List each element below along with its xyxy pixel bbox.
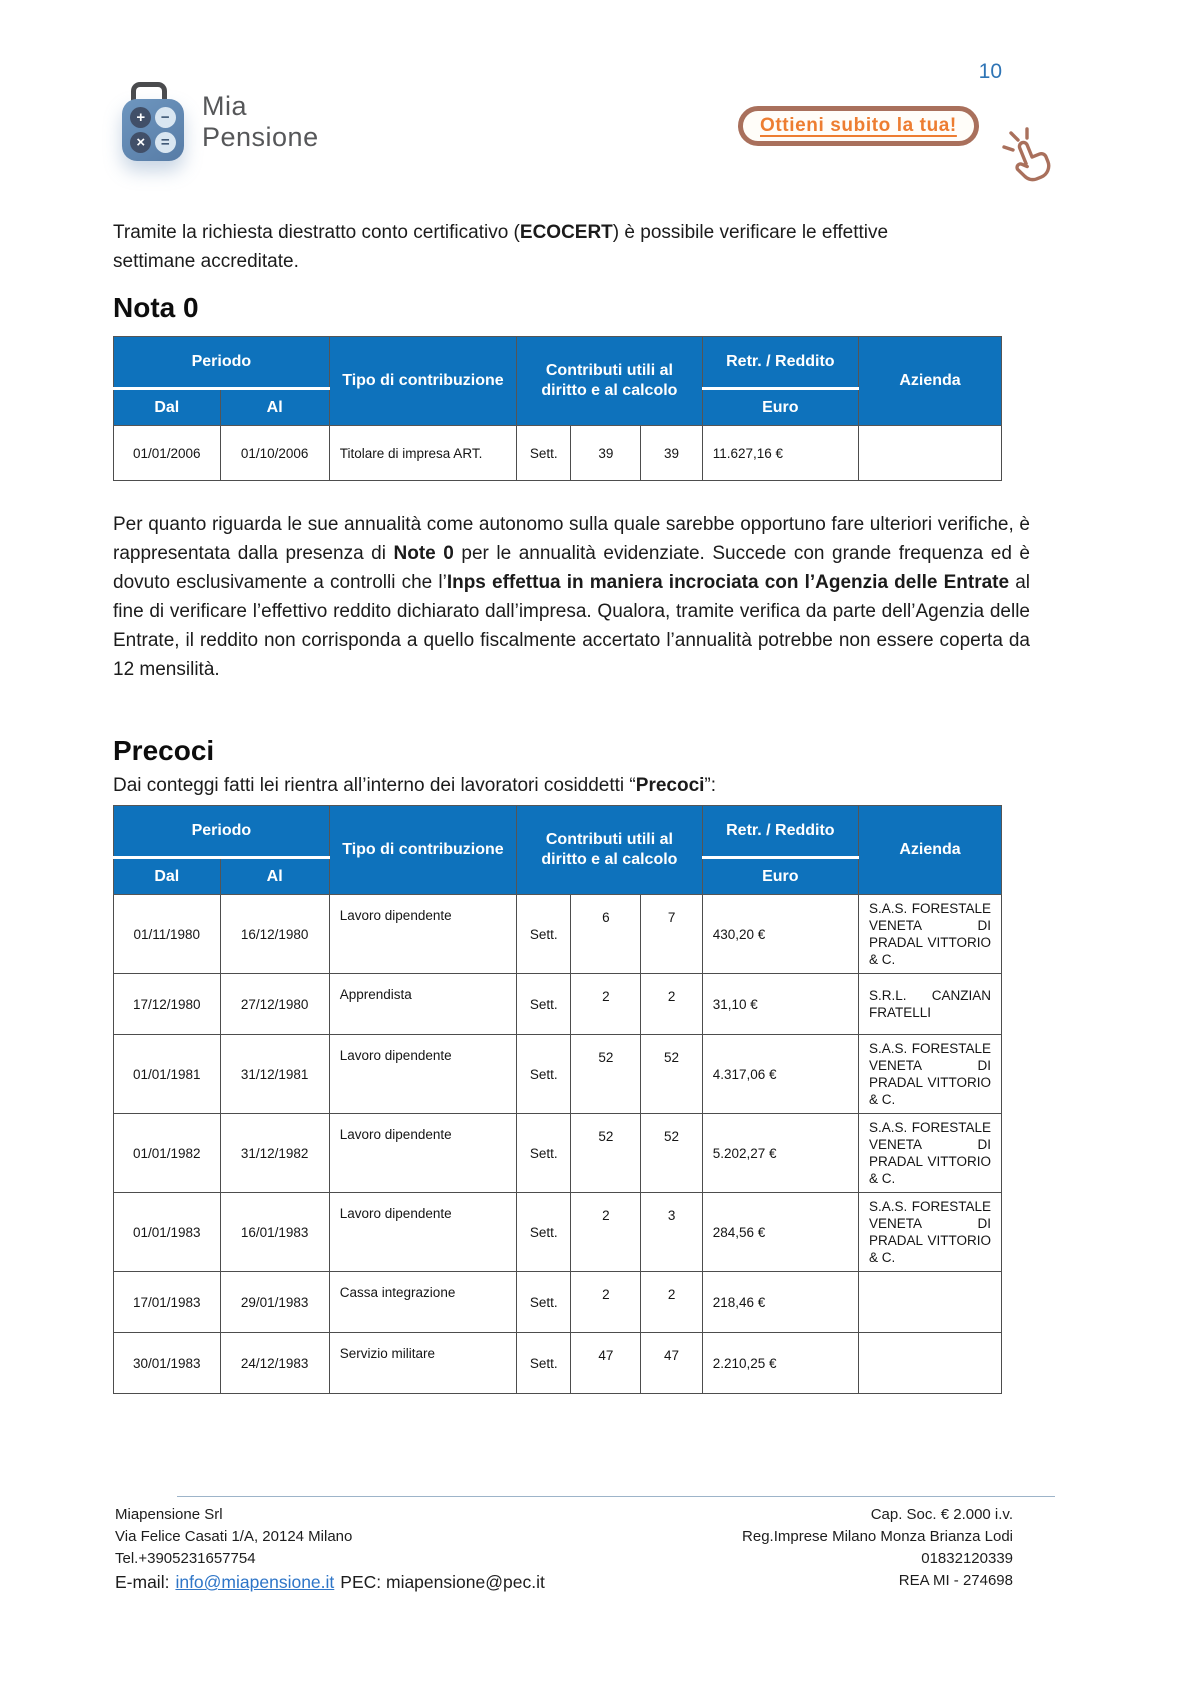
- cta-label: Ottieni subito la tua!: [760, 115, 957, 136]
- cell-azienda: S.R.L. CANZIAN FRATELLI: [858, 974, 1001, 1035]
- cell-contributi-diritto: 2: [571, 1272, 641, 1333]
- col-header-euro: Euro: [702, 858, 858, 895]
- col-header-tipo: Tipo di contribuzione: [329, 806, 516, 895]
- cell-euro: 284,56 €: [702, 1193, 858, 1272]
- cell-tipo: Titolare di impresa ART.: [329, 426, 516, 481]
- precoci-heading: Precoci: [113, 735, 215, 766]
- cell-sett: Sett.: [517, 1193, 571, 1272]
- cell-contributi-calcolo: 3: [641, 1193, 702, 1272]
- intro-text-post: ) è possibile verificare le effettive settimane accreditate.: [113, 222, 889, 272]
- cell-contributi-diritto: 52: [571, 1114, 641, 1193]
- minus-key-icon: −: [155, 107, 176, 128]
- col-header-contributi: Contributi utili al diritto e al calcolo: [517, 337, 703, 426]
- cell-azienda: [858, 1333, 1001, 1394]
- table-row: [114, 1035, 1002, 1114]
- col-header-retr: Retr. / Reddito: [702, 806, 858, 858]
- cell-sett: Sett.: [517, 1272, 571, 1333]
- cell-sett: Sett.: [517, 1333, 571, 1394]
- cell-dal: 17/01/1983: [114, 1272, 221, 1333]
- cell-contributi-calcolo: 7: [641, 895, 702, 974]
- col-header-retr: Retr. / Reddito: [702, 337, 858, 389]
- inps-bold: Inps effettua in maniera incrociata con l’Agenzia delle Entrate: [446, 572, 1010, 593]
- body-text-3: al fine di verificare l’effettivo reddito dichiarato dall’impresa. Qualora, tramite verifica da parte dell’Agenzia delle Entrate, il reddito non corrisponda a quello fiscalmente accertato l’annualità potrebbe non essere coperta da 12 mensilità.: [113, 572, 1030, 680]
- calculator-logo-icon: [122, 82, 190, 162]
- col-header-tipo: Tipo di contribuzione: [329, 337, 516, 426]
- precoci-intro-pre: Dai conteggi fatti lei rientra all’interno dei lavoratori cosiddetti “: [113, 775, 636, 796]
- cell-tipo: Cassa integrazione: [329, 1272, 516, 1333]
- footer-vat-number: 01832120339: [921, 1550, 1013, 1567]
- precoci-table: [113, 805, 1002, 1394]
- note0-bold: Note 0: [393, 543, 454, 564]
- cell-euro: 218,46 €: [702, 1272, 858, 1333]
- nota0-table: [113, 336, 1002, 481]
- cell-euro: 430,20 €: [702, 895, 858, 974]
- table-row: [114, 1114, 1002, 1193]
- mia-pensione-logo: [122, 82, 319, 162]
- cell-al: 16/01/1983: [220, 1193, 329, 1272]
- table-row: [114, 974, 1002, 1035]
- col-header-contributi: Contributi utili al diritto e al calcolo: [517, 806, 703, 895]
- cell-contributi-diritto: 6: [571, 895, 641, 974]
- logo-wordmark: [202, 91, 319, 153]
- email-link[interactable]: info@miapensione.it: [175, 1572, 335, 1592]
- cell-dal: 01/11/1980: [114, 895, 221, 974]
- col-header-periodo: Periodo: [114, 337, 330, 389]
- footer-email-line: [115, 1570, 545, 1594]
- precoci-intro-line: [113, 771, 1030, 800]
- cell-al: 01/10/2006: [220, 426, 329, 481]
- pec-address: PEC: miapensione@pec.it: [340, 1572, 545, 1592]
- cell-euro: 4.317,06 €: [702, 1035, 858, 1114]
- cell-azienda: [858, 426, 1001, 481]
- email-label: E-mail:: [115, 1572, 170, 1592]
- cell-azienda: S.A.S. FORESTALE VENETA DI PRADAL VITTORIO & C.: [858, 895, 1001, 974]
- footer-address: Via Felice Casati 1/A, 20124 Milano: [115, 1528, 353, 1545]
- intro-text-pre: Tramite la richiesta diestratto conto certificativo (: [113, 222, 520, 243]
- cell-tipo: Lavoro dipendente: [329, 1035, 516, 1114]
- cell-sett: Sett.: [517, 1035, 571, 1114]
- cell-contributi-diritto: 52: [571, 1035, 641, 1114]
- nota0-explanation-paragraph: [113, 510, 1030, 684]
- cell-azienda: S.A.S. FORESTALE VENETA DI PRADAL VITTORIO & C.: [858, 1035, 1001, 1114]
- cell-contributi-diritto: 2: [571, 1193, 641, 1272]
- col-header-al: Al: [220, 389, 329, 426]
- intro-paragraph: [113, 218, 958, 276]
- col-header-periodo: Periodo: [114, 806, 330, 858]
- col-header-dal: Dal: [114, 858, 221, 895]
- col-header-azienda: Azienda: [858, 337, 1001, 426]
- cell-dal: 01/01/2006: [114, 426, 221, 481]
- cell-contributi-calcolo: 2: [641, 1272, 702, 1333]
- cell-contributi-diritto: 2: [571, 974, 641, 1035]
- cell-tipo: Lavoro dipendente: [329, 895, 516, 974]
- cell-al: 27/12/1980: [220, 974, 329, 1035]
- cell-euro: 11.627,16 €: [702, 426, 858, 481]
- col-header-euro: Euro: [702, 389, 858, 426]
- logo-line-2: Pensione: [202, 122, 319, 152]
- cell-sett: Sett.: [517, 974, 571, 1035]
- precoci-intro-post: ”:: [704, 775, 717, 796]
- cell-contributi-calcolo: 52: [641, 1114, 702, 1193]
- table-row: [114, 895, 1002, 974]
- body-text-1: Per quanto riguarda le sue annualità come autonomo sulla quale sarebbe opportuno fare ulteriori verifiche, è rappresentata dalla presenza di: [113, 514, 1030, 564]
- cta-button[interactable]: [738, 106, 979, 146]
- nota0-heading: Nota 0: [113, 292, 199, 323]
- precoci-intro-bold: Precoci: [635, 775, 705, 796]
- cell-contributi-diritto: 39: [571, 426, 641, 481]
- cell-dal: 17/12/1980: [114, 974, 221, 1035]
- cell-dal: 01/01/1981: [114, 1035, 221, 1114]
- footer: [115, 1504, 1013, 1594]
- footer-legal-block: [742, 1504, 1013, 1592]
- cell-tipo: Apprendista: [329, 974, 516, 1035]
- footer-rea-number: REA MI - 274698: [898, 1572, 1013, 1589]
- cell-tipo: Lavoro dipendente: [329, 1114, 516, 1193]
- cell-azienda: S.A.S. FORESTALE VENETA DI PRADAL VITTORIO & C.: [858, 1114, 1001, 1193]
- cell-dal: 30/01/1983: [114, 1333, 221, 1394]
- cell-contributi-diritto: 47: [571, 1333, 641, 1394]
- cell-dal: 01/01/1983: [114, 1193, 221, 1272]
- cell-contributi-calcolo: 2: [641, 974, 702, 1035]
- col-header-al: Al: [220, 858, 329, 895]
- cell-tipo: Lavoro dipendente: [329, 1193, 516, 1272]
- body-text-2: per le annualità evidenziate. Succede con grande frequenza ed è dovuto esclusivamente a controlli che l’: [113, 543, 1030, 593]
- plus-key-icon: +: [130, 107, 151, 128]
- footer-divider: [177, 1496, 1055, 1497]
- cell-sett: Sett.: [517, 426, 571, 481]
- cell-azienda: S.A.S. FORESTALE VENETA DI PRADAL VITTORIO & C.: [858, 1193, 1001, 1272]
- cell-al: 29/01/1983: [220, 1272, 329, 1333]
- footer-capital: Cap. Soc. € 2.000 i.v.: [870, 1506, 1013, 1523]
- footer-phone: Tel.+3905231657754: [115, 1550, 256, 1567]
- col-header-dal: Dal: [114, 389, 221, 426]
- cell-azienda: [858, 1272, 1001, 1333]
- cell-euro: 5.202,27 €: [702, 1114, 858, 1193]
- cell-euro: 31,10 €: [702, 974, 858, 1035]
- cell-contributi-calcolo: 47: [641, 1333, 702, 1394]
- cell-sett: Sett.: [517, 895, 571, 974]
- table-row: [114, 426, 1002, 481]
- cell-al: 31/12/1981: [220, 1035, 329, 1114]
- cell-dal: 01/01/1982: [114, 1114, 221, 1193]
- footer-company-block: [115, 1504, 545, 1594]
- logo-line-1: Mia: [202, 91, 248, 121]
- cell-al: 16/12/1980: [220, 895, 329, 974]
- times-key-icon: ×: [130, 132, 151, 153]
- logo-body: [122, 99, 184, 161]
- cell-al: 31/12/1982: [220, 1114, 329, 1193]
- click-hand-icon: [998, 124, 1062, 188]
- table-row: [114, 1193, 1002, 1272]
- cell-sett: Sett.: [517, 1114, 571, 1193]
- equals-key-icon: =: [155, 132, 176, 153]
- cell-al: 24/12/1983: [220, 1333, 329, 1394]
- intro-ecocert-bold: ECOCERT: [519, 222, 613, 243]
- table-row: [114, 1333, 1002, 1394]
- footer-company-name: Miapensione Srl: [115, 1506, 223, 1523]
- main-content: [113, 218, 1030, 1394]
- cell-contributi-calcolo: 39: [641, 426, 702, 481]
- cell-contributi-calcolo: 52: [641, 1035, 702, 1114]
- cell-euro: 2.210,25 €: [702, 1333, 858, 1394]
- page-number: 10: [978, 60, 1002, 83]
- table-row: [114, 1272, 1002, 1333]
- cell-tipo: Servizio militare: [329, 1333, 516, 1394]
- col-header-azienda: Azienda: [858, 806, 1001, 895]
- footer-registry: Reg.Imprese Milano Monza Brianza Lodi: [742, 1528, 1013, 1545]
